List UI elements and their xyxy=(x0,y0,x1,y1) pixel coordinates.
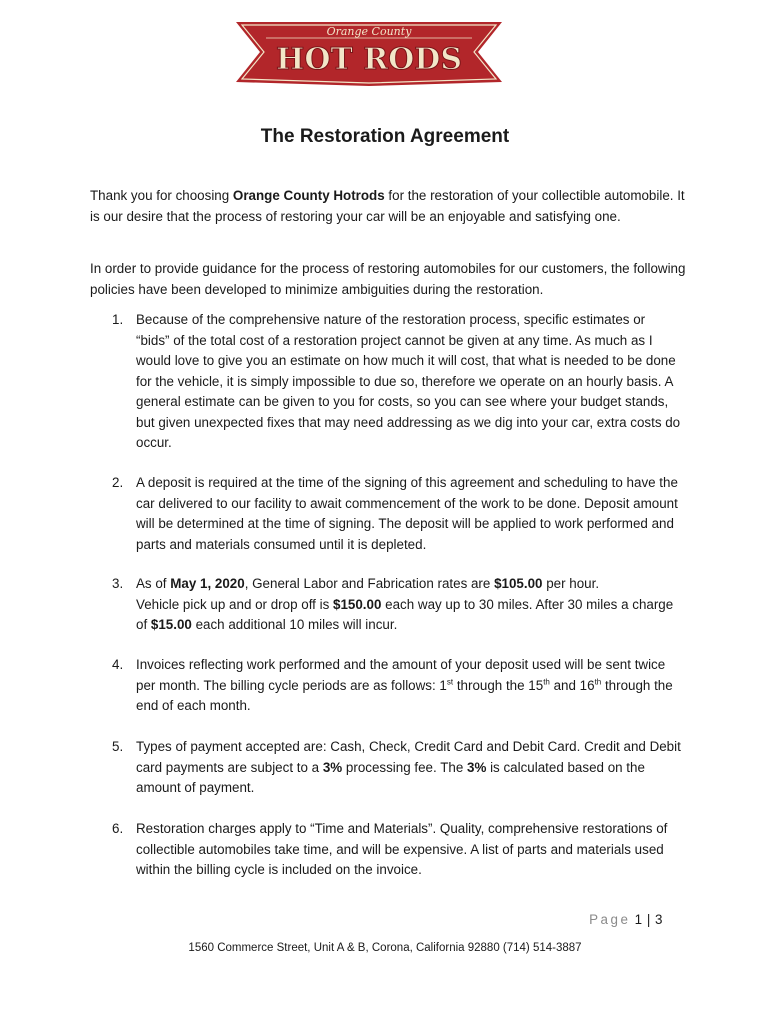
list-number: 1. xyxy=(112,312,124,327)
list-item xyxy=(112,655,682,717)
list-number: 3. xyxy=(112,576,124,591)
page-separator: | xyxy=(646,912,651,927)
list-number: 4. xyxy=(112,657,124,672)
extra-mile-rate: $15.00 xyxy=(150,617,192,632)
footer-address: 1560 Commerce Street, Unit A & B, Corona, California 92880 (714) 514-3887 xyxy=(188,942,582,954)
intro-paragraph-1: Thank you for choosing Orange County Hotrods for the restoration of your collectible automobile. It is our desire that the process of restoring your car will be an enjoyable and satisfying one. xyxy=(90,188,685,224)
list-text: Restoration charges apply to “Time and Materials”. Quality, comprehensive restorations of collectible automobiles take time, and will be expensive. A list of parts and materials used within the billing cycle is included on the invoice. xyxy=(136,821,668,877)
list-item xyxy=(112,737,682,799)
page-number xyxy=(589,912,663,927)
fee-percent: 3% xyxy=(322,759,343,775)
page-current: 1 xyxy=(634,912,643,927)
logo-top-text: Orange County xyxy=(326,25,412,38)
list-text: As of May 1, 2020, General Labor and Fabrication rates are $105.00 per hour. Vehicle pick up and or drop off is $150.00 each way up to 30 miles. After 30 miles a charge of $15.00 each additional 10 miles will incur. xyxy=(136,576,674,632)
list-number: 5. xyxy=(112,739,124,754)
fee-percent: 3% xyxy=(467,759,487,775)
list-item xyxy=(112,574,682,636)
page-label: Page xyxy=(589,912,631,927)
list-text: A deposit is required at the time of the signing of this agreement and scheduling to have the car delivered to our facility to await commencement of the work to be done. Deposit amount will be determined at the time of signing. The deposit will be applied to work performed and parts and materials consumed until it is depleted. xyxy=(136,475,678,552)
list-item xyxy=(112,473,682,555)
page-title: The Restoration Agreement xyxy=(260,126,510,147)
pickup-rate: $150.00 xyxy=(333,596,382,612)
logo-main-text: HOT RODS xyxy=(276,42,462,77)
list-text: Because of the comprehensive nature of the restoration process, specific estimates or “bids” of the total cost of a restoration project cannot be given at any time. As much as I would love to give you an estimate on how much it will cost, that what is needed to be done for the vehicle, it is simply impossible to due so, therefore we operate on an hourly basis. A general estimate can be given to you for costs, so you can see where your budget stands, but given unexpected fixes that may need addressing as we dig into your car, extra costs do occur. xyxy=(136,312,681,450)
company-name: Orange County Hotrods xyxy=(232,188,385,203)
effective-date: May 1, 2020 xyxy=(170,576,245,591)
list-item xyxy=(112,310,682,454)
list-number: 6. xyxy=(112,821,124,836)
page-total: 3 xyxy=(655,912,663,927)
list-item xyxy=(112,819,682,881)
hotrods-logo xyxy=(236,20,502,86)
labor-rate: $105.00 xyxy=(494,576,543,591)
intro-paragraph-2: In order to provide guidance for the process of restoring automobiles for our customers, the following policies have been developed to minimize ambiguities during the restoration. xyxy=(90,261,686,297)
list-number: 2. xyxy=(112,475,124,490)
list-text: Invoices reflecting work performed and the amount of your deposit used will be sent twice per month. The billing cycle periods are as follows: 1st through the 15th and 16th through the end of each month. xyxy=(136,657,673,713)
list-text: Types of payment accepted are: Cash, Check, Credit Card and Debit Card. Credit and Debit card payments are subject to a 3% processing fee. The 3% is calculated based on the amount of payment. xyxy=(136,739,681,795)
